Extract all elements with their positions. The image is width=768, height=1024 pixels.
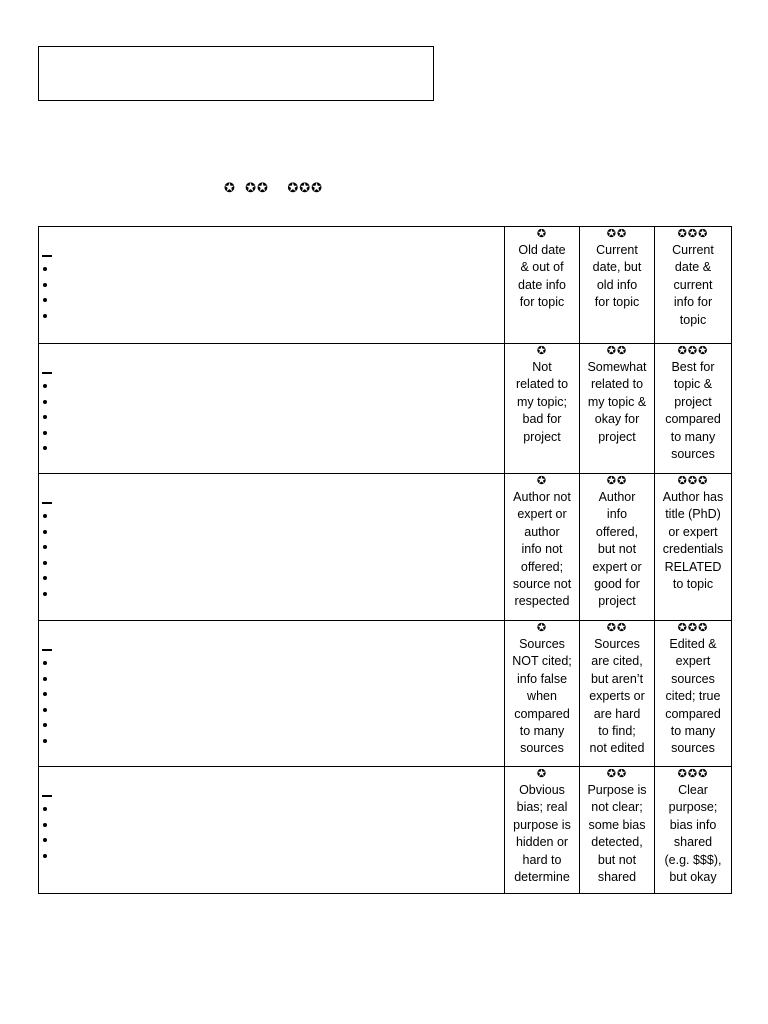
rating-description: Old date & out of date info for topic — [518, 243, 566, 310]
legend-two-star: ✪✪ — [245, 180, 269, 195]
title-box — [38, 46, 434, 101]
rubric-row — [39, 227, 732, 344]
rating-description: Author not expert or author info not offered; source not respected — [512, 490, 572, 609]
bullet-item — [39, 394, 504, 410]
bullet-item — [39, 570, 504, 586]
bullet-list — [39, 655, 504, 748]
dash-marker — [42, 502, 52, 504]
star-rating: ✪✪ — [606, 768, 628, 780]
criterion-cell — [39, 227, 505, 344]
star-rating: ✪✪✪ — [677, 228, 709, 240]
bullet-list — [39, 508, 504, 601]
criterion-cell — [39, 767, 505, 894]
rating-three-cell — [655, 621, 732, 767]
star-rating: ✪✪ — [606, 345, 628, 357]
rating-three-cell — [655, 344, 732, 474]
star-rating: ✪ — [536, 768, 548, 780]
rating-one-cell — [505, 621, 580, 767]
star-rating: ✪✪✪ — [677, 475, 709, 487]
bullet-item — [39, 801, 504, 817]
rating-description: Clear purpose; bias info shared (e.g. $$$), but okay — [664, 783, 722, 885]
bullet-item — [39, 655, 504, 671]
bullet-item — [39, 508, 504, 524]
criterion-cell — [39, 621, 505, 767]
legend-one-star: ✪ — [224, 180, 236, 195]
rating-description: Purpose is not clear; some bias detected, but not shared — [587, 783, 647, 885]
rating-description: Sources are cited, but aren’t experts or are hard to find; not edited — [589, 637, 645, 756]
bullet-item — [39, 440, 504, 456]
rubric-row — [39, 474, 732, 621]
bullet-list — [39, 378, 504, 456]
rating-one-cell — [505, 767, 580, 894]
rating-three-cell — [655, 767, 732, 894]
rubric-row — [39, 344, 732, 474]
bullet-item — [39, 292, 504, 308]
bullet-list — [39, 261, 504, 323]
rating-two-cell — [580, 621, 655, 767]
rating-description: Current date, but old info for topic — [592, 243, 642, 310]
dash-marker — [42, 649, 52, 651]
star-rating: ✪ — [536, 228, 548, 240]
rating-two-cell — [580, 344, 655, 474]
bullet-item — [39, 686, 504, 702]
bullet-item — [39, 586, 504, 602]
rating-three-cell — [655, 227, 732, 344]
bullet-item — [39, 733, 504, 749]
rating-description: Not related to my topic; bad for project — [515, 360, 569, 444]
bullet-item — [39, 409, 504, 425]
bullet-item — [39, 817, 504, 833]
bullet-item — [39, 848, 504, 864]
rating-description: Sources NOT cited; info false when compared to many sources — [512, 637, 572, 756]
bullet-item — [39, 277, 504, 293]
rating-description: Obvious bias; real purpose is hidden or hard to determine — [513, 783, 571, 885]
rubric-row — [39, 621, 732, 767]
star-rating: ✪✪✪ — [677, 768, 709, 780]
star-rating: ✪ — [536, 345, 548, 357]
dash-marker — [42, 372, 52, 374]
bullet-item — [39, 832, 504, 848]
rating-description: Author info offered, but not expert or good for project — [592, 490, 642, 609]
rating-three-cell — [655, 474, 732, 621]
dash-marker — [42, 255, 52, 257]
rating-description: Current date & current info for topic — [672, 243, 714, 327]
bullet-item — [39, 425, 504, 441]
star-rating: ✪✪✪ — [677, 622, 709, 634]
rubric-row — [39, 767, 732, 894]
bullet-item — [39, 261, 504, 277]
rating-description: Somewhat related to my topic & okay for project — [587, 360, 647, 444]
bullet-item — [39, 308, 504, 324]
bullet-item — [39, 524, 504, 540]
bullet-item — [39, 702, 504, 718]
legend-three-star: ✪✪✪ — [287, 180, 324, 195]
star-rating: ✪ — [536, 622, 548, 634]
rating-two-cell — [580, 474, 655, 621]
bullet-list — [39, 801, 504, 863]
bullet-item — [39, 671, 504, 687]
rating-one-cell — [505, 227, 580, 344]
rating-description: Author has title (PhD) or expert credentials RELATED to topic — [662, 490, 724, 592]
bullet-item — [39, 539, 504, 555]
rating-one-cell — [505, 344, 580, 474]
star-rating: ✪✪ — [606, 622, 628, 634]
dash-marker — [42, 795, 52, 797]
criterion-cell — [39, 344, 505, 474]
rubric-table — [38, 226, 732, 894]
star-legend — [224, 180, 323, 196]
criterion-cell — [39, 474, 505, 621]
star-rating: ✪✪ — [606, 475, 628, 487]
bullet-item — [39, 555, 504, 571]
rating-two-cell — [580, 227, 655, 344]
bullet-item — [39, 378, 504, 394]
rating-description: Edited & expert sources cited; true compared to many sources — [665, 637, 721, 756]
star-rating: ✪✪ — [606, 228, 628, 240]
rating-two-cell — [580, 767, 655, 894]
rating-one-cell — [505, 474, 580, 621]
rating-description: Best for topic & project compared to many sources — [665, 360, 721, 462]
star-rating: ✪✪✪ — [677, 345, 709, 357]
bullet-item — [39, 717, 504, 733]
star-rating: ✪ — [536, 475, 548, 487]
